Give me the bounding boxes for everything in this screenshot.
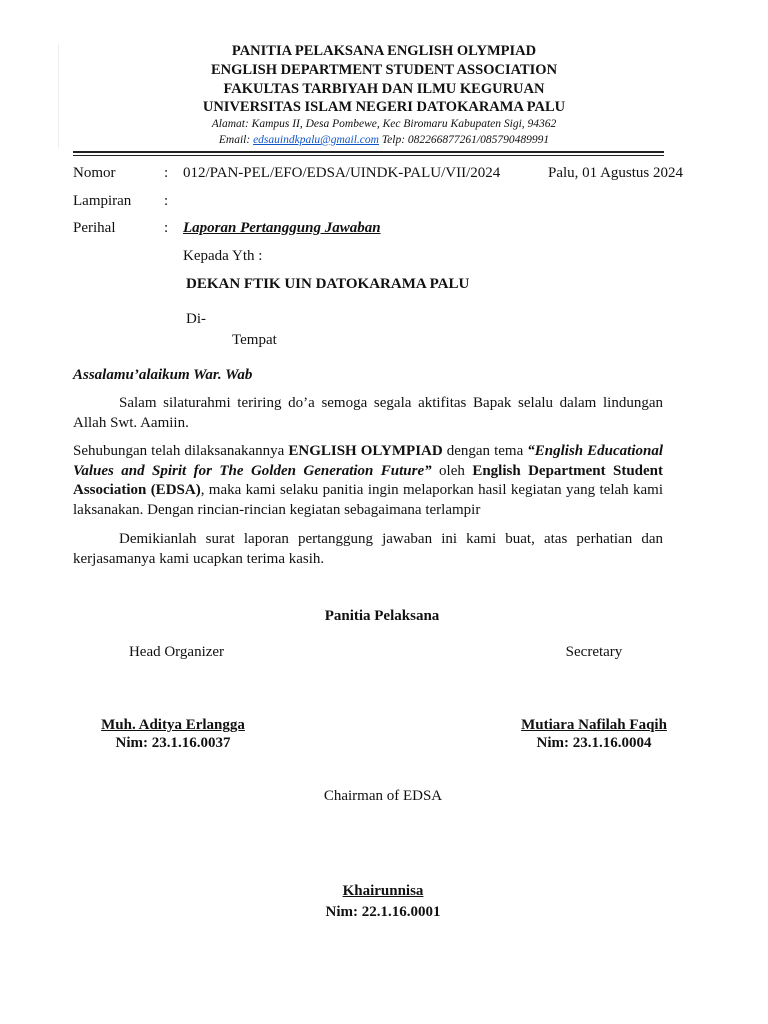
chairman-name-text: Khairunnisa — [342, 883, 424, 899]
recipient-name: DEKAN FTIK UIN DATOKARAMA PALU — [186, 276, 470, 292]
perihal-label: Perihal — [73, 220, 116, 236]
secretary-role: Secretary — [565, 644, 623, 660]
head-organizer-name-text: Muh. Aditya Erlangga — [101, 717, 245, 733]
letterhead-line-2: ENGLISH DEPARTMENT STUDENT ASSOCIATION — [210, 62, 558, 78]
p2-text-a: Sehubungan telah dilaksanakannya — [73, 443, 289, 459]
secretary-nim: Nim: 23.1.16.0004 — [536, 735, 652, 751]
p2-text-b: dengan tema — [442, 443, 528, 459]
email-label: Email: — [218, 134, 251, 146]
event-name: ENGLISH OLYMPIAD — [288, 443, 443, 459]
recipient-tempat: Tempat — [232, 332, 277, 348]
head-organizer-name — [73, 716, 273, 735]
p2-text-d: , maka kami selaku panitia ingin melaporkan hasil kegiatan yang telah kami laksanakan. Dengan rincian-rincian kegiatan sebagaimana terlampir — [73, 482, 663, 518]
letterhead-line-1: PANITIA PELAKSANA ENGLISH OLYMPIAD — [231, 43, 537, 59]
perihal-value: Laporan Pertanggung Jawaban — [183, 220, 381, 236]
letterhead-address: Alamat: Kampus II, Desa Pombewe, Kec Biromaru Kabupaten Sigi, 94362 — [211, 118, 557, 130]
greeting: Assalamu’alaikum War. Wab — [73, 367, 253, 383]
chairman-nim: Nim: 22.1.16.0001 — [325, 904, 441, 920]
nomor-label: Nomor — [73, 165, 116, 181]
chairman-role: Chairman of EDSA — [323, 788, 443, 804]
event-theme: “English Educational Values and Spirit for The Golden Generation Future” — [73, 443, 664, 479]
organization-name: English Department Student Association (EDSA) — [73, 462, 663, 498]
chairman-name — [233, 882, 533, 901]
secretary-name-text: Mutiara Nafilah Faqih — [521, 717, 667, 733]
head-organizer-role: Head Organizer — [128, 644, 225, 660]
letter-date: Palu, 01 Agustus 2024 — [548, 165, 684, 181]
letterhead-line-3: FAKULTAS TARBIYAH DAN ILMU KEGURUAN — [223, 81, 545, 97]
letterhead-contact — [60, 133, 708, 148]
paragraph-1: Salam silaturahmi teriring do’a semoga segala aktifitas Bapak selalu dalam lindungan Allah Swt. Aamiin. — [73, 395, 663, 431]
committee-title: Panitia Pelaksana — [324, 608, 440, 624]
paragraph-3: Demikianlah surat laporan pertanggung jawaban ini kami buat, atas perhatian dan kerjasamanya kami ucapkan terima kasih. — [73, 531, 663, 567]
nomor-value: 012/PAN-PEL/EFO/EDSA/UINDK-PALU/VII/2024 — [183, 165, 501, 181]
p2-text-c: oleh — [431, 462, 473, 479]
nomor-colon: : — [164, 165, 169, 181]
lampiran-label: Lampiran — [73, 193, 132, 209]
paragraph-2 — [73, 442, 663, 520]
letterhead-line-4: UNIVERSITAS ISLAM NEGERI DATOKARAMA PALU — [202, 99, 566, 115]
header-rule-thin — [73, 155, 664, 156]
email-link[interactable]: edsauindkpalu@gmail.com — [253, 134, 379, 146]
phone: Telp: 082266877261/085790489991 — [381, 134, 550, 146]
head-organizer-nim: Nim: 23.1.16.0037 — [115, 735, 231, 751]
secretary-name — [494, 716, 694, 735]
perihal-colon: : — [164, 220, 169, 236]
lampiran-colon: : — [164, 193, 169, 209]
header-rule-thick — [73, 151, 664, 153]
recipient-di: Di- — [186, 311, 206, 327]
kepada-line: Kepada Yth : — [183, 248, 263, 264]
